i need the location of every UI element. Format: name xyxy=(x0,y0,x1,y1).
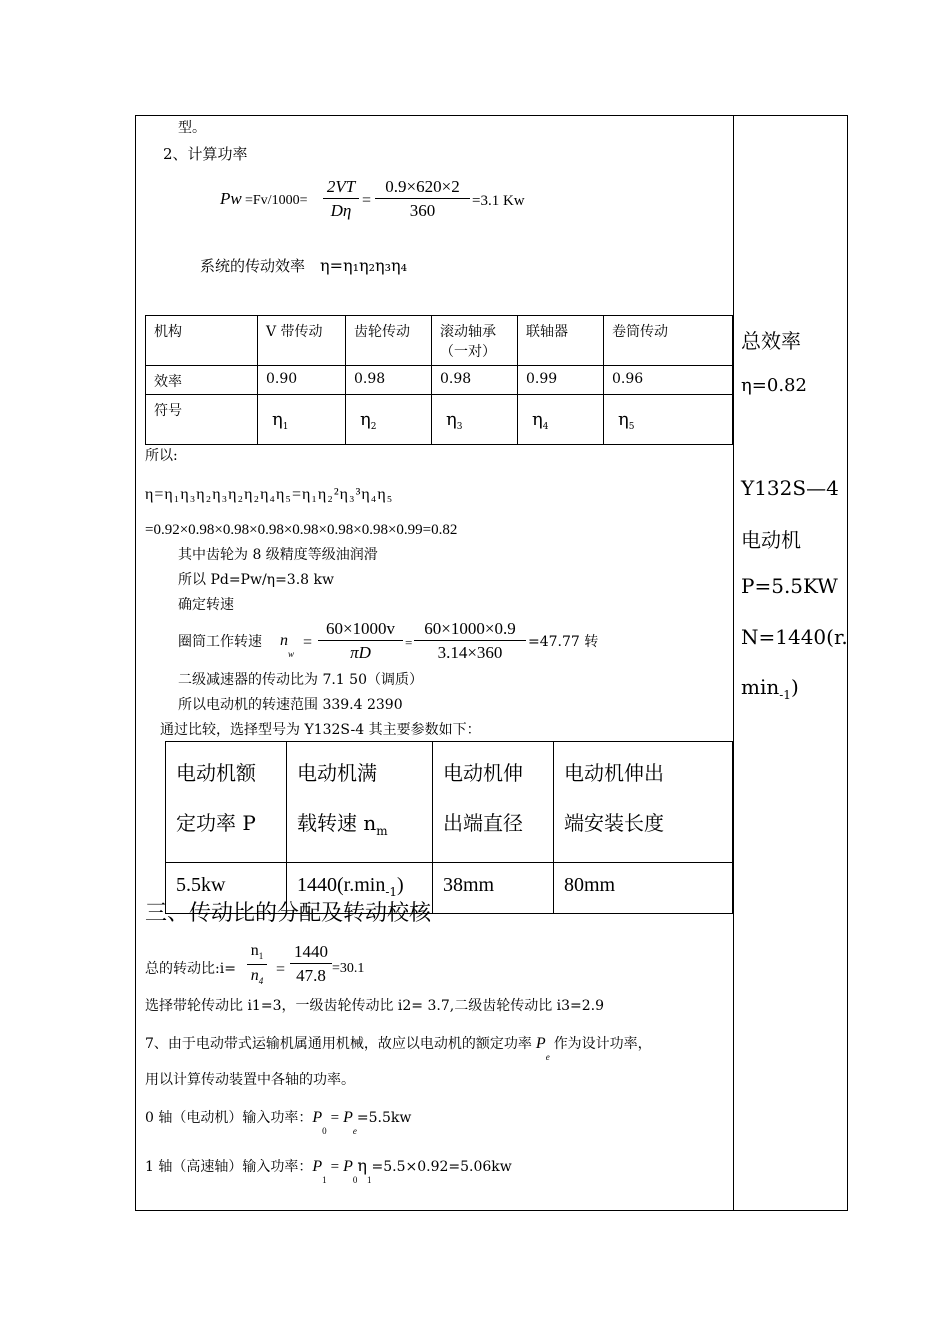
tr-n-sub: 1 xyxy=(258,951,264,962)
table-cell xyxy=(604,366,733,395)
table-row xyxy=(166,742,733,863)
row-eff-label: 效率 xyxy=(154,374,182,390)
efficiency-table xyxy=(145,315,733,445)
eff-value: 0.98 xyxy=(440,371,472,387)
text-xing: 型。 xyxy=(178,120,206,136)
pw-result: =3.1 Kw xyxy=(472,193,525,209)
eta-value-line: =0.92×0.98×0.98×0.98×0.98×0.98×0.98×0.99=0.82 xyxy=(145,522,458,538)
side-eta: η=0.82 xyxy=(741,375,807,396)
shaft1: 1 轴（高速轴）输入功率：$P_1= P_0\eta_1=5.5\times 0.92=5.06kw$ xyxy=(145,1156,512,1185)
eq2: = xyxy=(405,635,413,650)
eq: = xyxy=(303,634,313,651)
total-ratio-label: 总的转动比:i= xyxy=(145,961,236,977)
speed-fraction-2 xyxy=(414,620,526,661)
table-cell xyxy=(346,316,432,366)
eta-symbol: η xyxy=(360,409,371,430)
eta-sub: 1 xyxy=(282,421,289,432)
pw-frac2-den: 360 xyxy=(409,201,436,220)
eta-sub: 5 xyxy=(628,421,635,432)
eff-value: 0.99 xyxy=(526,371,558,387)
belt-ratio: 选择带轮传动比 i1=3，一级齿轮传动比 i2= 3.7,二级齿轮传动比 i3=2.9 xyxy=(145,998,605,1014)
eta-sub: 3 xyxy=(456,421,463,432)
tr-num xyxy=(247,943,267,961)
tr-fraction-1 xyxy=(247,943,267,986)
fraction-bar xyxy=(375,198,470,199)
drum-speed-label: 圈筒工作转速 xyxy=(178,634,262,650)
f2-den: 3.14×360 xyxy=(437,643,503,662)
shaft0: 0 轴（电动机）输入功率：$P_0= P_e=5.5kw$ xyxy=(145,1109,412,1136)
table-cell xyxy=(432,316,518,366)
pw-mid: =Fv/1000= xyxy=(245,193,308,208)
table-cell xyxy=(518,366,604,395)
table-cell xyxy=(518,316,604,366)
side-model: Y132S—4 xyxy=(741,476,839,500)
header-bearing-sub: （一对） xyxy=(440,344,496,360)
speed-heading: 确定转速 xyxy=(178,597,234,613)
tr-d-sub: 4 xyxy=(258,976,264,987)
side-speed: N=1440(r. xyxy=(741,625,848,649)
pw-frac2-num: 0.9×620×2 xyxy=(385,177,460,196)
eta-symbol: η xyxy=(272,409,283,430)
shaft0-label: 0 轴（电动机）输入功率： xyxy=(145,1110,313,1126)
table-cell xyxy=(346,395,432,445)
drum-speed-result: =47.77 转 xyxy=(528,634,599,650)
so-label: 所以: xyxy=(145,448,178,464)
pw-symbol: Pw xyxy=(220,189,242,208)
note7-pe: P xyxy=(535,1035,546,1052)
tr2-den: 47.8 xyxy=(296,966,326,985)
eta-symbol: η xyxy=(446,409,457,430)
f2-num: 60×1000×0.9 xyxy=(424,619,516,638)
reducer-ratio: 二级减速器的传动比为 7.1 50（调质） xyxy=(178,672,423,688)
motor-h3-a: 电动机伸 xyxy=(443,761,523,785)
fraction-bar xyxy=(318,640,403,641)
side-speed2-end: ) xyxy=(790,675,799,699)
nw-sub: w xyxy=(288,649,295,660)
motor-v2-sup: -1 xyxy=(385,885,398,899)
sys-eff-label: 系统的传动效率 xyxy=(200,257,306,275)
motor-v1: 5.5kw xyxy=(176,874,226,896)
tr-n: n xyxy=(250,942,259,959)
eta-symbol: η xyxy=(618,409,629,430)
fraction-bar xyxy=(323,198,359,199)
shaft0-formula: =5.5kw xyxy=(356,1110,412,1126)
gear-note: 其中齿轮为 8 级精度等级油润滑 xyxy=(178,547,378,563)
note7-b: 作为设计功率， xyxy=(553,1036,652,1052)
table-row xyxy=(146,395,733,445)
motor-v3: 38mm xyxy=(443,874,495,896)
table-cell xyxy=(554,742,733,863)
shaft1-formula: =5.5×0.92=5.06kw xyxy=(371,1159,512,1175)
header-coupling: 联轴器 xyxy=(526,324,568,340)
note7-a: 7、由于电动带式运输机属通用机械，故应以电动机的额定功率 xyxy=(145,1036,532,1052)
motor-h1-a: 电动机额 xyxy=(176,761,256,785)
motor-h1-b: 定功率 P xyxy=(176,811,256,835)
side-speed2-text: min xyxy=(741,675,780,699)
table-cell xyxy=(554,863,733,914)
table-cell xyxy=(604,395,733,445)
table-row xyxy=(146,316,733,366)
side-speed2-sup: -1 xyxy=(779,688,791,702)
speed-fraction-1 xyxy=(318,620,403,661)
eff-value: 0.90 xyxy=(266,371,298,387)
row-sym-label: 符号 xyxy=(154,403,182,419)
side-total-eff: 总效率 xyxy=(741,329,801,353)
motor-v2: 1440(r.min xyxy=(297,874,386,896)
eta-sub: 2 xyxy=(370,421,377,432)
side-motor: 电动机 xyxy=(741,528,801,552)
motor-v4: 80mm xyxy=(564,874,616,896)
motor-params-table xyxy=(165,741,733,914)
shaft1-label: 1 轴（高速轴）输入功率： xyxy=(145,1159,313,1175)
header-bearing: 滚动轴承 xyxy=(440,324,496,340)
eta-sub: 4 xyxy=(542,421,549,432)
eff-value: 0.96 xyxy=(612,371,644,387)
nw-symbol xyxy=(280,632,295,660)
motor-h2-b: 载转速 n xyxy=(297,811,377,835)
note7-c: 用以计算传动装置中各轴的功率。 xyxy=(145,1072,355,1088)
motor-h2-sub: m xyxy=(376,824,388,838)
fraction-bar xyxy=(247,964,267,965)
pw-frac1-num: 2VT xyxy=(326,177,356,196)
table-cell xyxy=(518,395,604,445)
header-mechanism: 机构 xyxy=(154,324,182,340)
eff-value: 0.98 xyxy=(354,371,386,387)
tr-d: n xyxy=(250,967,259,985)
f1-den: πD xyxy=(350,643,371,662)
note7-pe-sub: e xyxy=(545,1051,550,1062)
table-cell xyxy=(258,316,346,366)
motor-h4-b: 端安装长度 xyxy=(564,811,664,835)
fraction-bar xyxy=(290,963,332,964)
side-speed2 xyxy=(741,675,799,702)
table-cell xyxy=(433,742,554,863)
table-cell xyxy=(258,366,346,395)
table-cell xyxy=(146,316,258,366)
note7 xyxy=(145,1035,652,1062)
table-cell xyxy=(146,366,258,395)
tr-fraction-2 xyxy=(290,943,332,984)
table-cell xyxy=(146,395,258,445)
table-cell xyxy=(432,366,518,395)
pd-line: 所以 Pd=Pw/η=3.8 kw xyxy=(178,572,334,588)
table-cell xyxy=(346,366,432,395)
motor-v2-end: ) xyxy=(397,874,404,896)
motor-speed-range: 所以电动机的转速范围 339.4 2390 xyxy=(178,697,403,713)
f1-num: 60×1000v xyxy=(325,619,396,638)
fraction-bar xyxy=(414,640,526,641)
table-row xyxy=(146,366,733,395)
table-cell xyxy=(433,863,554,914)
eta-product-line: η=η₁η₃η₂η₃η₂η₂η₄η₅=η₁η₂²η₃³η₄η₅ xyxy=(145,486,394,503)
table-cell xyxy=(258,395,346,445)
pw-fraction-2 xyxy=(375,178,470,219)
column-divider xyxy=(733,115,734,1211)
table-cell xyxy=(432,395,518,445)
tr2-num: 1440 xyxy=(294,942,328,961)
header-drum: 卷筒传动 xyxy=(612,324,668,340)
nw: n xyxy=(280,632,288,649)
header-vbelt: V 带传动 xyxy=(266,324,323,340)
tr-result: =30.1 xyxy=(332,961,365,976)
tr-eq: = xyxy=(276,961,286,978)
section3-heading: 三、传动比的分配及转动校核 xyxy=(145,901,432,926)
table-cell xyxy=(604,316,733,366)
calc-power-heading: 2、计算功率 xyxy=(163,145,248,163)
pw-frac1-den: Dη xyxy=(330,201,352,220)
pw-eq: = xyxy=(362,192,372,209)
eta-symbol: η xyxy=(532,409,543,430)
header-gear: 齿轮传动 xyxy=(354,324,410,340)
table-cell xyxy=(166,742,287,863)
tr-den xyxy=(247,968,267,986)
motor-h3-b: 出端直径 xyxy=(443,811,523,835)
select-model: 通过比较，选择型号为 Y132S-4 其主要参数如下： xyxy=(160,722,481,738)
motor-h2-a: 电动机满 xyxy=(297,761,377,785)
sys-eff-formula: η=η₁η₂η₃η₄ xyxy=(320,256,407,275)
table-cell xyxy=(287,742,433,863)
side-power: P=5.5KW xyxy=(741,574,838,598)
pw-fraction-1 xyxy=(323,178,359,219)
motor-h4-a: 电动机伸出 xyxy=(564,761,664,785)
